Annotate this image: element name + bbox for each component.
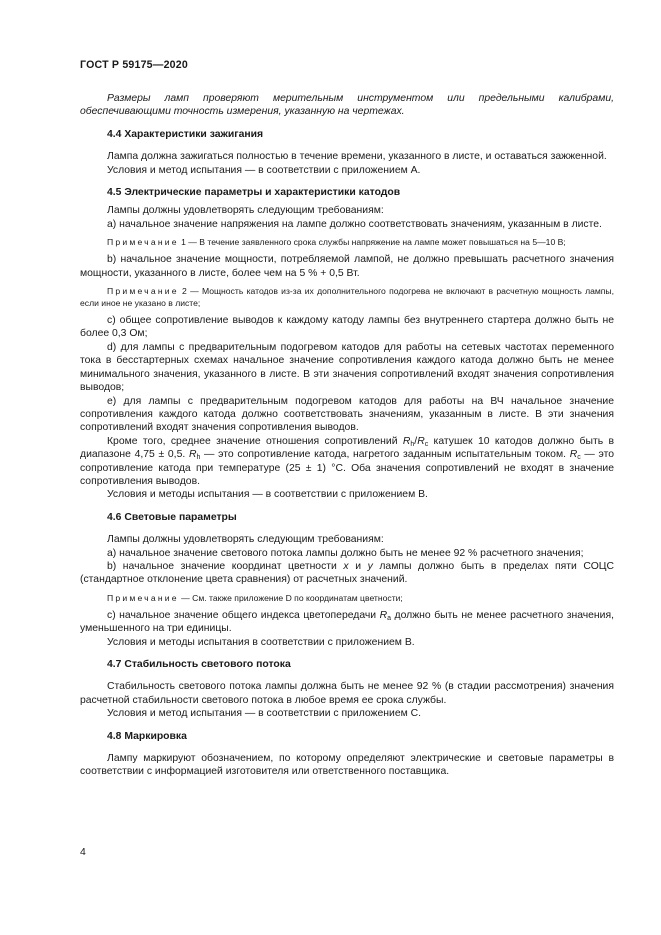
note-2-text: 2 — Мощность катодов из-за их дополнительного подогрева не включают в расчетную мощность лампы, если иное не указано в листе; <box>80 286 614 309</box>
section-4-6-test-conditions: Условия и методы испытания в соответствии с приложением В. <box>107 636 415 648</box>
section-4-4-title: 4.4 Характеристики зажигания <box>107 128 264 140</box>
section-4-6-item-a: a) начальное значение светового потока лампы должно быть не менее 92 % расчетного значения; <box>107 547 584 559</box>
section-4-4-paragraph-1: Лампа должна зажигаться полностью в течение времени, указанного в листе, и оставаться зажженной. <box>107 151 607 163</box>
section-4-5-item-d: d) для лампы с предварительным подогревом катодов для работы на сетевых частотах переменного тока в бесстартерных схемах начальное значение сопротивления каждого катода должно быть не менее минимального значения, указанного в листе. В эти значения сопротивлений входят значения сопротивления выводов; <box>80 341 614 394</box>
note-3-text: — См. также приложение D по координатам цветности; <box>181 592 403 603</box>
section-4-4-paragraph-2: Условия и метод испытания — в соответствии с приложением А. <box>107 164 421 176</box>
section-4-7-title: 4.7 Стабильность светового потока <box>107 659 291 670</box>
section-4-6-title: 4.6 Световые параметры <box>107 511 237 523</box>
section-4-5-test-conditions: Условия и методы испытания — в соответствии с приложением В. <box>107 489 428 501</box>
section-4-5-ratio-paragraph: Кроме того, среднее значение отношения сопротивлений $R_h/R_c$ катушек 10 катодов должно быть в диапазоне 4,75 ± 0,5. $R_h$ — это сопротивление катода, нагретого заданным испытательным током. $R_c$ — это сопротивление катода при температуре (25 ± 1) °C. Оба значения сопротивлений не входят в значение сопротивления выводов. <box>80 435 614 487</box>
note-3-label: Примечание <box>107 592 179 603</box>
note-2-label: Примечание <box>107 286 179 297</box>
page-number: 4 <box>80 847 86 858</box>
note-1-text: 1 — В течение заявленного срока службы напряжение на лампе может повышаться на 5—10 В; <box>181 237 566 248</box>
section-4-5-item-e: e) для лампы с предварительным подогревом катодов для работы на ВЧ начальное значение сопротивления каждого катода должно соответствовать значениям, указанным в листе. В эти значения сопротивлений входят значения сопротивления выводов. <box>80 395 614 434</box>
section-4-7-paragraph-2: Условия и метод испытания — в соответствии с приложением С. <box>107 708 422 720</box>
section-4-5-item-b: b) начальное значение мощности, потребляемой лампой, не должно превышать расчетного значения мощности, указанного в листе, более чем на 5 % + 0,5 Вт. <box>80 254 614 279</box>
section-4-6-note <box>80 592 614 604</box>
document-header: ГОСТ Р 59175—2020 <box>80 59 188 71</box>
section-4-5-intro: Лампы должны удовлетворять следующим требованиям: <box>107 205 384 217</box>
intro-paragraph: Размеры ламп проверяют мерительным инструментом или предельными калибрами, обеспечивающими точность измерения, указанную на чертежах. <box>80 93 614 118</box>
section-4-6-item-b: b) начальное значение координат цветности x и y лампы должно быть в пределах пяти СОЦС (стандартное отклонение цвета сравнения) от расчетных значений. <box>80 560 614 586</box>
section-4-5-note-1 <box>80 236 614 248</box>
section-4-8-title: 4.8 Маркировка <box>107 730 187 742</box>
section-4-5-title: 4.5 Электрические параметры и характеристики катодов <box>107 187 401 199</box>
note-1-label: Примечание <box>107 237 179 248</box>
section-4-5-item-a: a) начальное значение напряжения на лампе должно соответствовать значениям, указанным в листе. <box>107 218 602 230</box>
page-content <box>80 92 614 779</box>
section-4-8-paragraph-1: Лампу маркируют обозначением, по которому определяют электрические и световые параметры в соответствии с информацией изготовителя или ответственного поставщика. <box>80 753 614 778</box>
section-4-7-paragraph-1: Стабильность светового потока лампы должна быть не менее 92 % (в стадии рассмотрения) значения расчетной стабильности светового потока в любое время ее срока службы. <box>80 681 614 706</box>
section-4-6-item-c: c) начальное значение общего индекса цветопередачи $R_a$ должно быть не менее расчетного значения, уменьшенного на три единицы. <box>80 609 614 635</box>
section-4-5-item-c: c) общее сопротивление выводов к каждому катоду лампы без внутреннего стартера должно быть не более 0,3 Ом; <box>80 315 614 340</box>
section-4-5-note-2 <box>80 285 614 309</box>
section-4-6-intro: Лампы должны удовлетворять следующим требованиям: <box>107 534 384 546</box>
